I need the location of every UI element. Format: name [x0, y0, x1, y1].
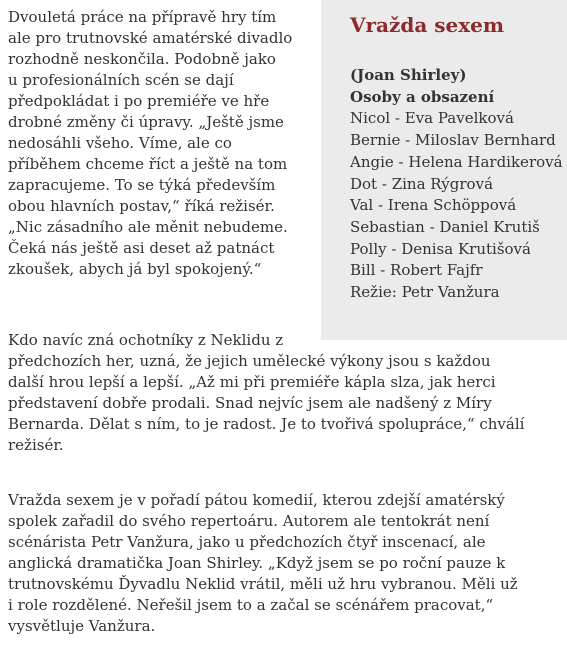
director-credit: Režie: Petr Vanžura — [350, 283, 500, 302]
paragraph-line: Kdo navíc zná ochotníky z Neklidu z — [8, 331, 284, 349]
paragraph-line: Vražda sexem je v pořadí pátou komedií, kterou zdejší amatérský — [8, 491, 505, 509]
paragraph-line: anglická dramatička Joan Shirley. „Když jsem se po roční pauze k — [8, 554, 506, 572]
paragraph-line: další hrou lepší a lepší. „Až mi při premiéře kápla slza, jak herci — [8, 373, 496, 391]
paragraph-line: scénárista Petr Vanžura, jako u předchozích čtyř inscenací, ale — [8, 533, 486, 551]
paragraph-line: nedosáhli všeho. Víme, ale co — [8, 134, 232, 152]
play-title: Vražda sexem — [350, 13, 505, 37]
cast-item: Bill - Robert Fajfr — [350, 261, 483, 280]
paragraph-line: Bernarda. Dělat s ním, to je radost. Je to tvořivá spolupráce,“ chválí — [8, 415, 525, 433]
paragraph-line: představení dobře prodali. Snad nejvíc jsem ale nadšený z Míry — [8, 394, 492, 412]
paragraph-line: ale pro trutnovské amatérské divadlo — [8, 29, 293, 47]
paragraph-line: rozhodně neskončila. Podobně jako — [8, 50, 276, 68]
cast-info-box — [321, 0, 567, 340]
paragraph-line: Čeká nás ještě asi deset až patnáct — [8, 239, 275, 257]
paragraph-line: spolek zařadil do svého repertoáru. Autorem ale tentokrát není — [8, 512, 490, 530]
paragraph-line: předpokládat i po premiéře ve hře — [8, 92, 270, 110]
cast-item: Polly - Denisa Krutišová — [350, 239, 531, 258]
cast-item: Val - Irena Schöppová — [350, 196, 517, 215]
cast-item: Nicol - Eva Pavelková — [350, 109, 514, 128]
paragraph-line: drobné změny či úpravy. „Ještě jsme — [8, 113, 284, 131]
cast-item: Dot - Zina Rýgrová — [350, 174, 494, 193]
paragraph-line: zkoušek, abych já byl spokojený.“ — [8, 260, 262, 278]
cast-item: Angie - Helena Hardikerová — [350, 152, 563, 171]
paragraph-line: režisér. — [8, 436, 64, 454]
article-paragraph-3 — [8, 490, 553, 637]
paragraph-line: obou hlavních postav,“ říká režisér. — [8, 197, 275, 215]
paragraph-line: Dvouletá práce na přípravě hry tím — [8, 8, 277, 26]
cast-heading: Osoby a obsazení — [350, 87, 495, 106]
play-author: (Joan Shirley) — [350, 66, 467, 84]
paragraph-line: předchozích her, uzná, že jejich umělecké výkony jsou s každou — [8, 352, 491, 370]
paragraph-line: vysvětluje Vanžura. — [8, 617, 156, 635]
paragraph-line: i role rozdělené. Neřešil jsem to a začal se scénářem pracovat,“ — [8, 596, 494, 614]
paragraph-line: příběhem chceme říct a ještě na tom — [8, 155, 288, 173]
paragraph-line: trutnovskému Ďyvadlu Neklid vrátil, měli už hru vybranou. Měli už — [8, 575, 518, 593]
paragraph-line: zapracujeme. To se týká především — [8, 176, 276, 194]
cast-item: Sebastian - Daniel Krutiš — [350, 217, 540, 236]
article-paragraph-1 — [8, 7, 308, 280]
paragraph-line: „Nic zásadního ale měnit nebudeme. — [8, 218, 288, 236]
paragraph-line: u profesionálních scén se dají — [8, 71, 234, 89]
cast-item: Bernie - Miloslav Bernhard — [350, 131, 556, 150]
article-paragraph-2 — [8, 330, 553, 456]
